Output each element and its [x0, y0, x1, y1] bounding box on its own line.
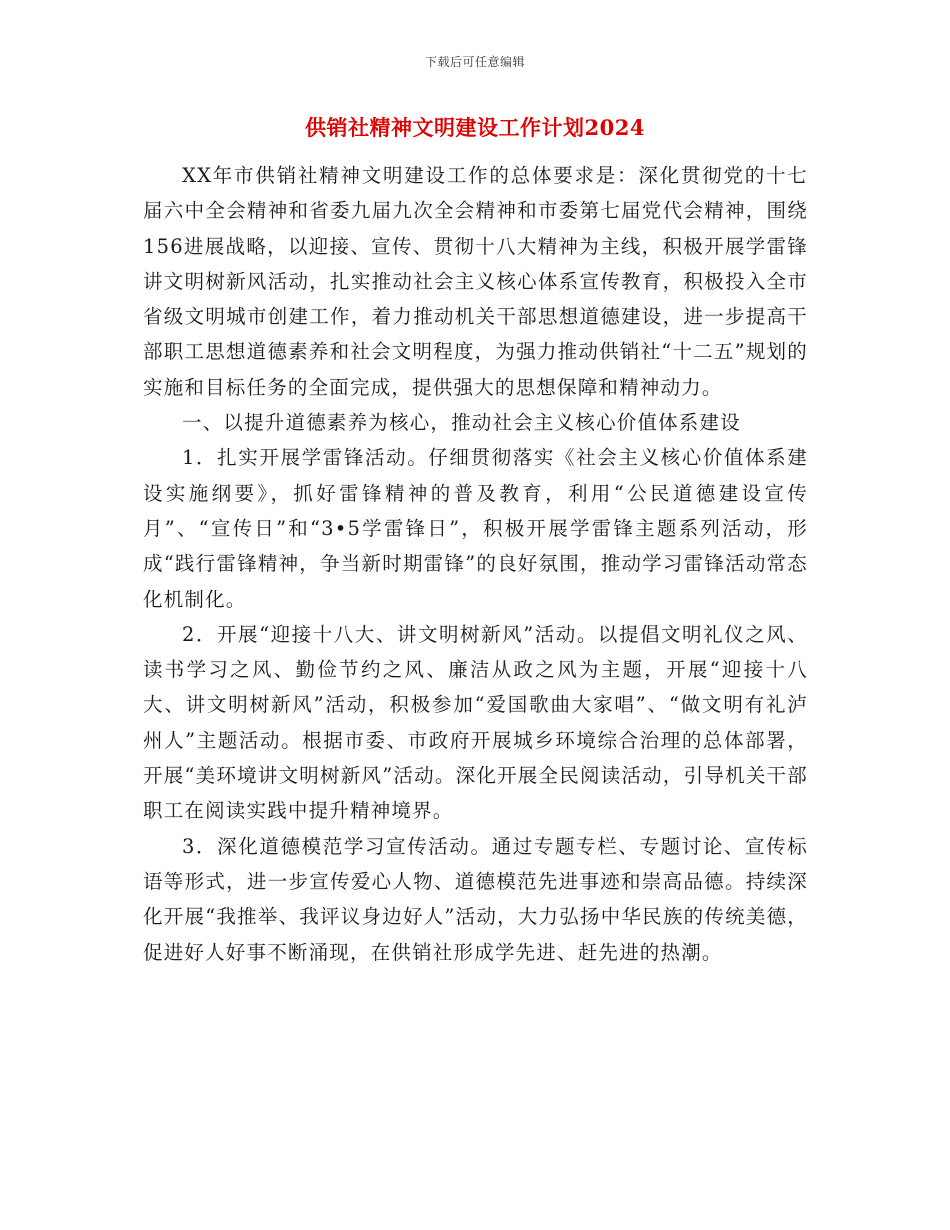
paragraph-item-2: 2．开展“迎接十八大、讲文明树新风”活动。以提倡文明礼仪之风、读书学习之风、勤俭节约之风、廉洁从政之风为主题，开展“迎接十八大、讲文明树新风”活动，积极参加“爱国歌曲大家唱”、“做文明有礼泸州人”主题活动。根据市委、市政府开展城乡环境综合治理的总体部署，开展“美环境讲文明树新风”活动。深化开展全民阅读活动，引导机关干部职工在阅读实践中提升精神境界。 [143, 622, 808, 823]
paragraph-item-1: 1．扎实开展学雷锋活动。仔细贯彻落实《社会主义核心价值体系建设实施纲要》，抓好雷锋精神的普及教育，利用“公民道德建设宣传月”、“宣传日”和“3•5学雷锋日”，积极开展学雷锋主题系列活动，形成“践行雷锋精神，争当新时期雷锋”的良好氛围，推动学习雷锋活动常态化机制化。 [143, 446, 808, 611]
paragraph-overview: XX年市供销社精神文明建设工作的总体要求是：深化贯彻党的十七届六中全会精神和省委九届九次全会精神和市委第七届党代会精神，围绕156进展战略，以迎接、宣传、贯彻十八大精神为主线，积极开展学雷锋讲文明树新风活动，扎实推动社会主义核心体系宣传教育，积极投入全市省级文明城市创建工作，着力推动机关干部思想道德建设，进一步提高干部职工思想道德素养和社会文明程度，为强力推动供销社“十二五”规划的实施和目标任务的全面完成，提供强大的思想保障和精神动力。 [143, 164, 808, 399]
header-note: 下载后可任意编辑 [424, 55, 525, 69]
paragraph-item-3: 3．深化道德模范学习宣传活动。通过专题专栏、专题讨论、宣传标语等形式，进一步宣传爱心人物、道德模范先进事迹和崇高品德。持续深化开展“我推举、我评议身边好人”活动，大力弘扬中华民族的传统美德，促进好人好事不断涌现，在供销社形成学先进、赶先进的热潮。 [143, 834, 808, 964]
section-heading-1: 一、以提升道德素养为核心，推动社会主义核心价值体系建设 [182, 411, 741, 435]
document-body [143, 158, 808, 970]
document-title: 供销社精神文明建设工作计划2024 [305, 115, 645, 140]
